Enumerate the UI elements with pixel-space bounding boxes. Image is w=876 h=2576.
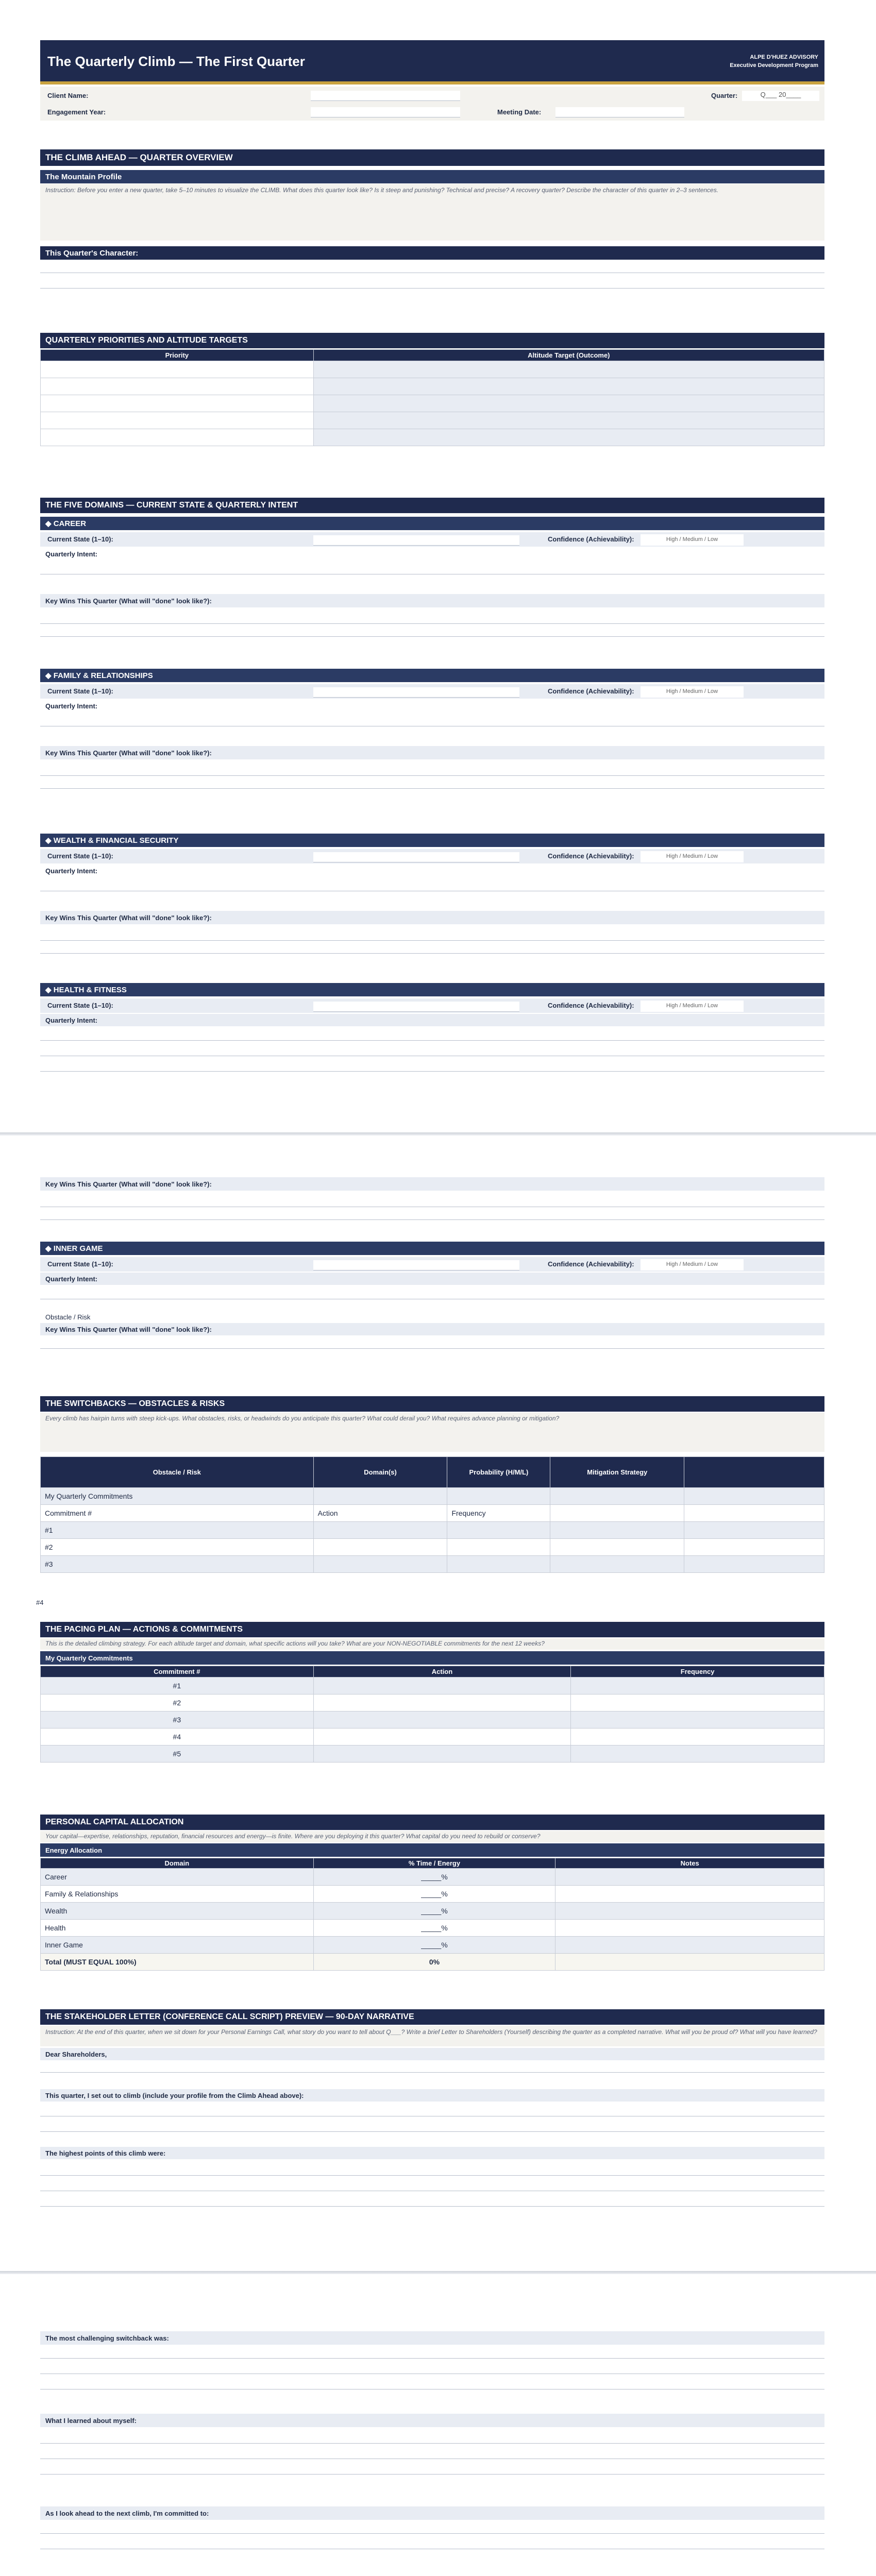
priority-row[interactable] <box>41 429 824 446</box>
current-state-field[interactable] <box>313 1260 519 1270</box>
current-state-field[interactable] <box>313 852 519 862</box>
table-row[interactable] <box>41 1505 824 1522</box>
letter-set-out: This quarter, I set out to climb (include your profile from the Climb Ahead above): <box>40 2089 824 2102</box>
col-header: Domain <box>41 1858 314 1869</box>
client-name-label: Client Name: <box>47 92 89 99</box>
current-state-row <box>40 532 824 547</box>
table-cell: Action <box>313 1505 447 1522</box>
pacing-commitments-label: My Quarterly Commitments <box>40 1651 824 1665</box>
wins-label: Key Wins This Quarter (What will "done" look like?): <box>40 746 824 759</box>
letter-instruction: Instruction: At the end of this quarter, when we sit down for your Personal Earnings Call, what story do you want to tell about Q___? Write a brief Letter to Shareholders (Yourself) describing the quarter as a completed narrative. What will you be proud of? What will you have learned? <box>40 2026 824 2046</box>
table-cell: #4 <box>41 1728 314 1745</box>
confidence-options[interactable]: High / Medium / Low <box>641 851 744 862</box>
mountain-profile-header: The Mountain Profile <box>40 170 824 183</box>
letter-line[interactable] <box>40 2470 824 2475</box>
capital-instruction: Your capital—expertise, relationships, reputation, financial resources and energy—is finite. Where are you deploying it this quarter? What capital do you need to rebuild or conserve? <box>40 1831 824 1842</box>
table-cell: #5 <box>41 1745 314 1762</box>
table-row[interactable] <box>41 1886 824 1903</box>
letter-learned: What I learned about myself: <box>40 2414 824 2427</box>
page-divider <box>0 1132 876 1136</box>
domain-title: ◆ WEALTH & FINANCIAL SECURITY <box>40 834 824 847</box>
letter-line[interactable] <box>40 2354 824 2359</box>
wins-line[interactable] <box>40 950 824 954</box>
confidence-options[interactable]: High / Medium / Low <box>641 686 744 698</box>
current-state-row <box>40 684 824 699</box>
letter-line[interactable] <box>40 2530 824 2534</box>
table-cell: Frequency <box>447 1505 550 1522</box>
wins-line[interactable] <box>40 1345 824 1349</box>
wins-line[interactable] <box>40 1203 824 1207</box>
letter-line[interactable] <box>40 2172 824 2176</box>
current-state-row <box>40 1257 824 1272</box>
current-state-label: Current State (1–10): <box>47 535 113 543</box>
domain-career <box>40 517 824 651</box>
quarter-character-label: This Quarter's Character: <box>40 246 824 260</box>
table-row[interactable] <box>41 1694 824 1711</box>
character-line-1[interactable] <box>40 268 824 273</box>
table-row[interactable] <box>41 1937 824 1954</box>
table-row[interactable] <box>41 1522 824 1539</box>
pacing-header: THE PACING PLAN — ACTIONS & COMMITMENTS <box>40 1622 824 1637</box>
letter-dear: Dear Shareholders, <box>40 2048 824 2060</box>
header-accent <box>40 81 824 84</box>
table-row[interactable] <box>41 1869 824 1886</box>
health-wins-label: Key Wins This Quarter (What will "done" look like?): <box>40 1177 824 1191</box>
current-state-field[interactable] <box>313 535 519 546</box>
engagement-year-label: Engagement Year: <box>47 108 106 116</box>
confidence-label: Confidence (Achievability): <box>548 1002 634 1009</box>
page-1 <box>0 0 876 1131</box>
quarter-field[interactable]: Q___ 20____ <box>742 91 819 101</box>
intent-label: Quarterly Intent: <box>45 867 98 875</box>
engagement-year-field[interactable] <box>311 107 460 117</box>
intent-line[interactable] <box>40 887 824 891</box>
page-divider <box>0 2271 876 2274</box>
commitments-label: My Quarterly Commitments <box>41 1488 314 1505</box>
table-row[interactable] <box>41 1920 824 1937</box>
domain-wealth <box>40 834 824 968</box>
priority-row[interactable] <box>41 412 824 429</box>
domain-health <box>40 983 824 1117</box>
letter-line[interactable] <box>40 2455 824 2459</box>
table-cell: #3 <box>41 1556 314 1573</box>
current-state-row <box>40 849 824 863</box>
table-cell: Family & Relationships <box>41 1886 314 1903</box>
letter-line[interactable] <box>40 2439 824 2444</box>
domain-title: ◆ HEALTH & FITNESS <box>40 983 824 996</box>
confidence-label: Confidence (Achievability): <box>548 1260 634 1268</box>
letter-highest: The highest points of this climb were: <box>40 2147 824 2159</box>
domain-family <box>40 669 824 803</box>
letter-switchback: The most challenging switchback was: <box>40 2331 824 2345</box>
overflow-row-label: #4 <box>36 1599 44 1606</box>
priorities-header: QUARTERLY PRIORITIES AND ALTITUDE TARGETS <box>40 333 824 348</box>
wins-line[interactable] <box>40 633 824 637</box>
current-state-label: Current State (1–10): <box>47 1260 113 1268</box>
wins-line[interactable] <box>40 620 824 624</box>
priority-col-header: Priority <box>41 350 314 361</box>
pct-cell[interactable]: _____% <box>313 1903 555 1920</box>
wins-label: Key Wins This Quarter (What will "done" look like?): <box>40 911 824 924</box>
table-cell: #1 <box>41 1522 314 1539</box>
quarter-label: Quarter: <box>711 92 738 99</box>
page-3 <box>0 2275 876 2576</box>
intent-label: Quarterly Intent: <box>40 1273 824 1285</box>
letter-header: THE STAKEHOLDER LETTER (CONFERENCE CALL SCRIPT) PREVIEW — 90-DAY NARRATIVE <box>40 2009 824 2025</box>
letter-line[interactable] <box>40 2128 824 2132</box>
confidence-label: Confidence (Achievability): <box>548 687 634 695</box>
climb-instruction: Instruction: Before you enter a new quarter, take 5–10 minutes to visualize the CLIMB. What does this quarter look like? Is it steep and punishing? Technical and precise? A recovery quarter? Describe the character of this quarter in 2–3 sentences. <box>40 184 824 241</box>
letter-line[interactable] <box>40 2545 824 2549</box>
confidence-options[interactable]: High / Medium / Low <box>641 534 744 546</box>
confidence-options[interactable]: High / Medium / Low <box>641 1259 744 1270</box>
intent-line[interactable] <box>40 570 824 574</box>
org-name: ALPE D'HUEZ ADVISORY <box>750 54 818 60</box>
wins-label: Key Wins This Quarter (What will "done" look like?): <box>40 1323 824 1335</box>
current-state-row <box>40 998 824 1013</box>
col-header: Mitigation Strategy <box>550 1457 684 1488</box>
intent-line[interactable] <box>40 1037 824 1041</box>
table-cell: #3 <box>41 1711 314 1728</box>
capital-header: PERSONAL CAPITAL ALLOCATION <box>40 1815 824 1830</box>
letter-committed: As I look ahead to the next climb, I'm committed to: <box>40 2506 824 2520</box>
intent-line[interactable] <box>40 722 824 726</box>
document-title: The Quarterly Climb — The First Quarter <box>47 54 305 69</box>
pacing-instruction: This is the detailed climbing strategy. For each altitude target and domain, what specific actions will you take? What are your NON-NEGOTIABLE commitments for the next 12 weeks? <box>40 1638 824 1650</box>
col-header: Notes <box>555 1858 824 1869</box>
table-cell: #2 <box>41 1539 314 1556</box>
pct-cell[interactable]: _____% <box>313 1937 555 1954</box>
table-row[interactable] <box>41 1728 824 1745</box>
table-row[interactable] <box>41 1903 824 1920</box>
program-name: Executive Development Program <box>730 62 818 69</box>
table-cell: #1 <box>41 1677 314 1694</box>
wins-line[interactable] <box>40 785 824 789</box>
col-header: Probability (H/M/L) <box>447 1457 550 1488</box>
priorities-table <box>40 349 824 446</box>
letter-line[interactable] <box>40 2202 824 2207</box>
letter-line[interactable] <box>40 2069 824 2073</box>
total-value: 0% <box>313 1954 555 1971</box>
current-state-field[interactable] <box>313 1002 519 1012</box>
switchbacks-header: THE SWITCHBACKS — OBSTACLES & RISKS <box>40 1396 824 1412</box>
table-cell: Commitment # <box>41 1505 314 1522</box>
obstacle-label: Obstacle / Risk <box>45 1313 91 1321</box>
table-cell: Wealth <box>41 1903 314 1920</box>
letter-line[interactable] <box>40 2385 824 2389</box>
intent-line[interactable] <box>40 1067 824 1072</box>
confidence-label: Confidence (Achievability): <box>548 852 634 860</box>
capital-table <box>40 1858 824 1971</box>
table-row[interactable] <box>41 1745 824 1762</box>
confidence-label: Confidence (Achievability): <box>548 535 634 543</box>
col-header: Action <box>313 1666 571 1677</box>
pct-cell[interactable]: _____% <box>313 1886 555 1903</box>
pct-cell[interactable]: _____% <box>313 1869 555 1886</box>
table-cell: #2 <box>41 1694 314 1711</box>
col-header <box>684 1457 824 1488</box>
meeting-date-field[interactable] <box>555 107 684 117</box>
priority-row[interactable] <box>41 361 824 378</box>
current-state-label: Current State (1–10): <box>47 852 113 860</box>
letter-line[interactable] <box>40 2370 824 2374</box>
domain-title: ◆ CAREER <box>40 517 824 530</box>
switchbacks-table <box>40 1456 824 1573</box>
col-header: Frequency <box>571 1666 824 1677</box>
table-row[interactable] <box>41 1711 824 1728</box>
confidence-options[interactable]: High / Medium / Low <box>641 1001 744 1012</box>
target-col-header: Altitude Target (Outcome) <box>313 350 824 361</box>
wins-line[interactable] <box>40 772 824 776</box>
domain-title: ◆ FAMILY & RELATIONSHIPS <box>40 669 824 682</box>
letter-line[interactable] <box>40 2187 824 2191</box>
wins-label: Key Wins This Quarter (What will "done" look like?): <box>40 594 824 607</box>
client-name-field[interactable] <box>311 91 460 101</box>
meeting-date-label: Meeting Date: <box>497 108 542 116</box>
character-line-2[interactable] <box>40 283 824 289</box>
intent-label: Quarterly Intent: <box>45 702 98 710</box>
intent-line[interactable] <box>40 1295 824 1299</box>
intent-label: Quarterly Intent: <box>45 550 98 558</box>
table-row[interactable] <box>41 1677 824 1694</box>
total-label: Total (MUST EQUAL 100%) <box>41 1954 314 1971</box>
intent-label: Quarterly Intent: <box>40 1014 824 1026</box>
table-row[interactable] <box>41 1488 824 1505</box>
col-header: Domain(s) <box>313 1457 447 1488</box>
switchbacks-instruction: Every climb has hairpin turns with steep kick-ups. What obstacles, risks, or headwinds do you anticipate this quarter? What could derail you? What requires advance planning or mitigation? <box>40 1413 824 1452</box>
climb-ahead-header: THE CLIMB AHEAD — QUARTER OVERVIEW <box>40 149 824 166</box>
domains-header: THE FIVE DOMAINS — CURRENT STATE & QUARTERLY INTENT <box>40 498 824 513</box>
domain-inner-game <box>40 1242 824 1345</box>
priority-row[interactable] <box>41 395 824 412</box>
domain-title: ◆ INNER GAME <box>40 1242 824 1255</box>
current-state-label: Current State (1–10): <box>47 1002 113 1009</box>
intent-line[interactable] <box>40 1052 824 1056</box>
table-row[interactable] <box>41 1556 824 1573</box>
table-row[interactable] <box>41 1539 824 1556</box>
letter-line[interactable] <box>40 2112 824 2116</box>
wins-line[interactable] <box>40 1216 824 1220</box>
current-state-field[interactable] <box>313 687 519 698</box>
pacing-table <box>40 1666 824 1762</box>
pct-cell[interactable]: _____% <box>313 1920 555 1937</box>
col-header: Commitment # <box>41 1666 314 1677</box>
client-info <box>40 87 824 121</box>
table-cell: Inner Game <box>41 1937 314 1954</box>
table-cell: Career <box>41 1869 314 1886</box>
document-header <box>40 40 824 81</box>
energy-label: Energy Allocation <box>40 1843 824 1857</box>
total-row <box>41 1954 824 1971</box>
wins-line[interactable] <box>40 937 824 941</box>
current-state-label: Current State (1–10): <box>47 687 113 695</box>
col-header: Obstacle / Risk <box>41 1457 314 1488</box>
col-header: % Time / Energy <box>313 1858 555 1869</box>
priority-row[interactable] <box>41 378 824 395</box>
page-2 <box>0 1136 876 2269</box>
table-cell: Health <box>41 1920 314 1937</box>
